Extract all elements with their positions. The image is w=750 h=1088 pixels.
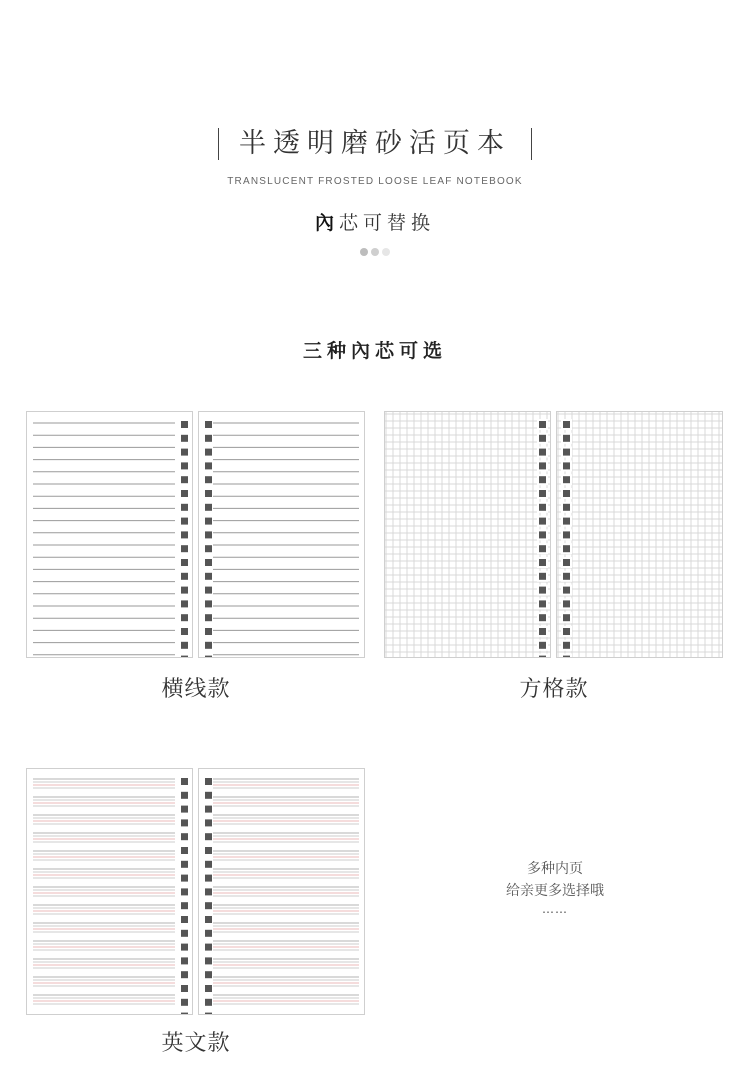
binder-hole <box>205 642 212 649</box>
binder-hole <box>181 861 188 868</box>
page-indicator-dots <box>360 248 400 258</box>
binder-hole <box>539 531 546 538</box>
indicator-dot <box>371 248 379 256</box>
binder-hole <box>563 642 570 649</box>
binder-hole <box>181 957 188 964</box>
binder-hole <box>205 656 212 658</box>
binder-hole <box>181 944 188 951</box>
binder-hole <box>181 462 188 469</box>
binder-hole <box>205 971 212 978</box>
binder-hole <box>205 930 212 937</box>
binder-hole <box>539 490 546 497</box>
title-divider-right <box>531 128 532 160</box>
binder-hole <box>205 462 212 469</box>
note-line-2: 给亲更多选择哦 <box>506 883 604 899</box>
subtitle-rest: 芯可替换 <box>339 212 436 234</box>
binder-hole <box>539 476 546 483</box>
binder-hole <box>205 875 212 882</box>
binder-hole <box>181 642 188 649</box>
binder-hole <box>539 421 546 428</box>
binder-hole <box>539 504 546 511</box>
binder-hole <box>539 545 546 552</box>
binder-hole <box>563 531 570 538</box>
title-english: TRANSLUCENT FROSTED LOOSE LEAF NOTEBOOK <box>227 176 523 187</box>
caption-grid: 方格款 <box>519 677 589 702</box>
binder-hole <box>181 614 188 621</box>
notebook-page-right <box>198 411 365 658</box>
binder-hole <box>181 531 188 538</box>
binder-hole <box>539 435 546 442</box>
binder-hole <box>181 930 188 937</box>
binder-hole <box>181 902 188 909</box>
binder-hole <box>181 656 188 658</box>
binder-hole <box>539 462 546 469</box>
binder-hole <box>205 628 212 635</box>
binder-hole <box>205 985 212 992</box>
binder-hole <box>563 587 570 594</box>
binder-hole <box>205 778 212 785</box>
binder-hole <box>205 518 212 525</box>
binder-hole <box>205 999 212 1006</box>
notebook-page-left <box>26 768 193 1015</box>
indicator-dot <box>360 248 368 256</box>
lined-page-svg <box>199 412 365 658</box>
binder-hole <box>205 833 212 840</box>
binder-hole <box>539 642 546 649</box>
binder-hole <box>205 819 212 826</box>
title-text: 半透明磨砂活页本 <box>239 128 511 159</box>
binder-hole <box>181 806 188 813</box>
title-divider-left <box>218 128 219 160</box>
section-title: 三种內芯可选 <box>302 340 447 362</box>
binder-hole <box>205 1013 212 1015</box>
binder-hole <box>563 504 570 511</box>
english-page-svg <box>27 769 193 1015</box>
binder-hole <box>181 971 188 978</box>
binder-hole <box>563 518 570 525</box>
binder-hole <box>181 435 188 442</box>
binder-hole <box>563 628 570 635</box>
lined-page-svg <box>27 412 193 658</box>
binder-hole <box>205 806 212 813</box>
binder-hole <box>205 861 212 868</box>
binder-hole <box>563 476 570 483</box>
binder-hole <box>181 587 188 594</box>
grid-page-svg <box>557 412 723 658</box>
note-line-1: 多种内页 <box>527 861 583 877</box>
subtitle-first-char: 內 <box>314 212 339 234</box>
english-page-svg <box>199 769 365 1015</box>
binder-hole <box>181 819 188 826</box>
binder-hole <box>563 545 570 552</box>
binder-hole <box>205 421 212 428</box>
binder-hole <box>181 1013 188 1015</box>
binder-hole <box>539 559 546 566</box>
binder-hole <box>181 916 188 923</box>
caption-english: 英文款 <box>161 1031 231 1056</box>
caption-lined: 横线款 <box>161 677 231 702</box>
binder-hole <box>205 504 212 511</box>
binder-hole <box>181 999 188 1006</box>
binder-hole <box>181 888 188 895</box>
notebook-page-right <box>556 411 723 658</box>
binder-hole <box>205 559 212 566</box>
binder-hole <box>181 573 188 580</box>
binder-hole <box>205 600 212 607</box>
binder-hole <box>205 902 212 909</box>
binder-hole <box>205 545 212 552</box>
binder-hole <box>539 587 546 594</box>
binder-hole <box>563 462 570 469</box>
notebook-page-left <box>384 411 551 658</box>
binder-hole <box>181 628 188 635</box>
binder-hole <box>563 449 570 456</box>
binder-hole <box>205 449 212 456</box>
binder-hole <box>181 875 188 882</box>
binder-hole <box>205 957 212 964</box>
binder-hole <box>205 573 212 580</box>
binder-hole <box>181 985 188 992</box>
notebook-page-right <box>198 768 365 1015</box>
binder-hole <box>563 573 570 580</box>
binder-hole <box>205 888 212 895</box>
binder-hole <box>205 476 212 483</box>
binder-hole <box>181 847 188 854</box>
binder-hole <box>205 916 212 923</box>
binder-hole <box>563 614 570 621</box>
subtitle <box>0 208 750 235</box>
binder-hole <box>539 573 546 580</box>
sample-lined <box>26 411 366 658</box>
binder-hole <box>539 628 546 635</box>
page-title <box>0 124 750 164</box>
binder-hole <box>563 656 570 658</box>
binder-hole <box>563 421 570 428</box>
indicator-dot <box>382 248 390 256</box>
binder-hole <box>181 476 188 483</box>
binder-hole <box>181 504 188 511</box>
binder-hole <box>563 600 570 607</box>
binder-hole <box>205 531 212 538</box>
binder-hole <box>181 559 188 566</box>
sample-english <box>26 768 366 1015</box>
binder-hole <box>205 587 212 594</box>
binder-hole <box>563 435 570 442</box>
binder-hole <box>205 847 212 854</box>
binder-hole <box>539 600 546 607</box>
binder-hole <box>205 944 212 951</box>
more-options-note <box>440 858 670 916</box>
binder-hole <box>563 490 570 497</box>
binder-hole <box>181 518 188 525</box>
binder-hole <box>181 545 188 552</box>
binder-hole <box>181 421 188 428</box>
binder-hole <box>539 449 546 456</box>
binder-hole <box>181 778 188 785</box>
notebook-page-left <box>26 411 193 658</box>
note-ellipsis: …… <box>542 902 568 916</box>
binder-hole <box>205 490 212 497</box>
binder-hole <box>181 490 188 497</box>
binder-hole <box>539 614 546 621</box>
grid-page-svg <box>385 412 551 658</box>
binder-hole <box>181 792 188 799</box>
sample-grid <box>384 411 724 658</box>
binder-hole <box>205 435 212 442</box>
binder-hole <box>181 833 188 840</box>
binder-hole <box>205 614 212 621</box>
binder-hole <box>181 449 188 456</box>
binder-hole <box>181 600 188 607</box>
binder-hole <box>563 559 570 566</box>
binder-hole <box>205 792 212 799</box>
binder-hole <box>539 656 546 658</box>
binder-hole <box>539 518 546 525</box>
